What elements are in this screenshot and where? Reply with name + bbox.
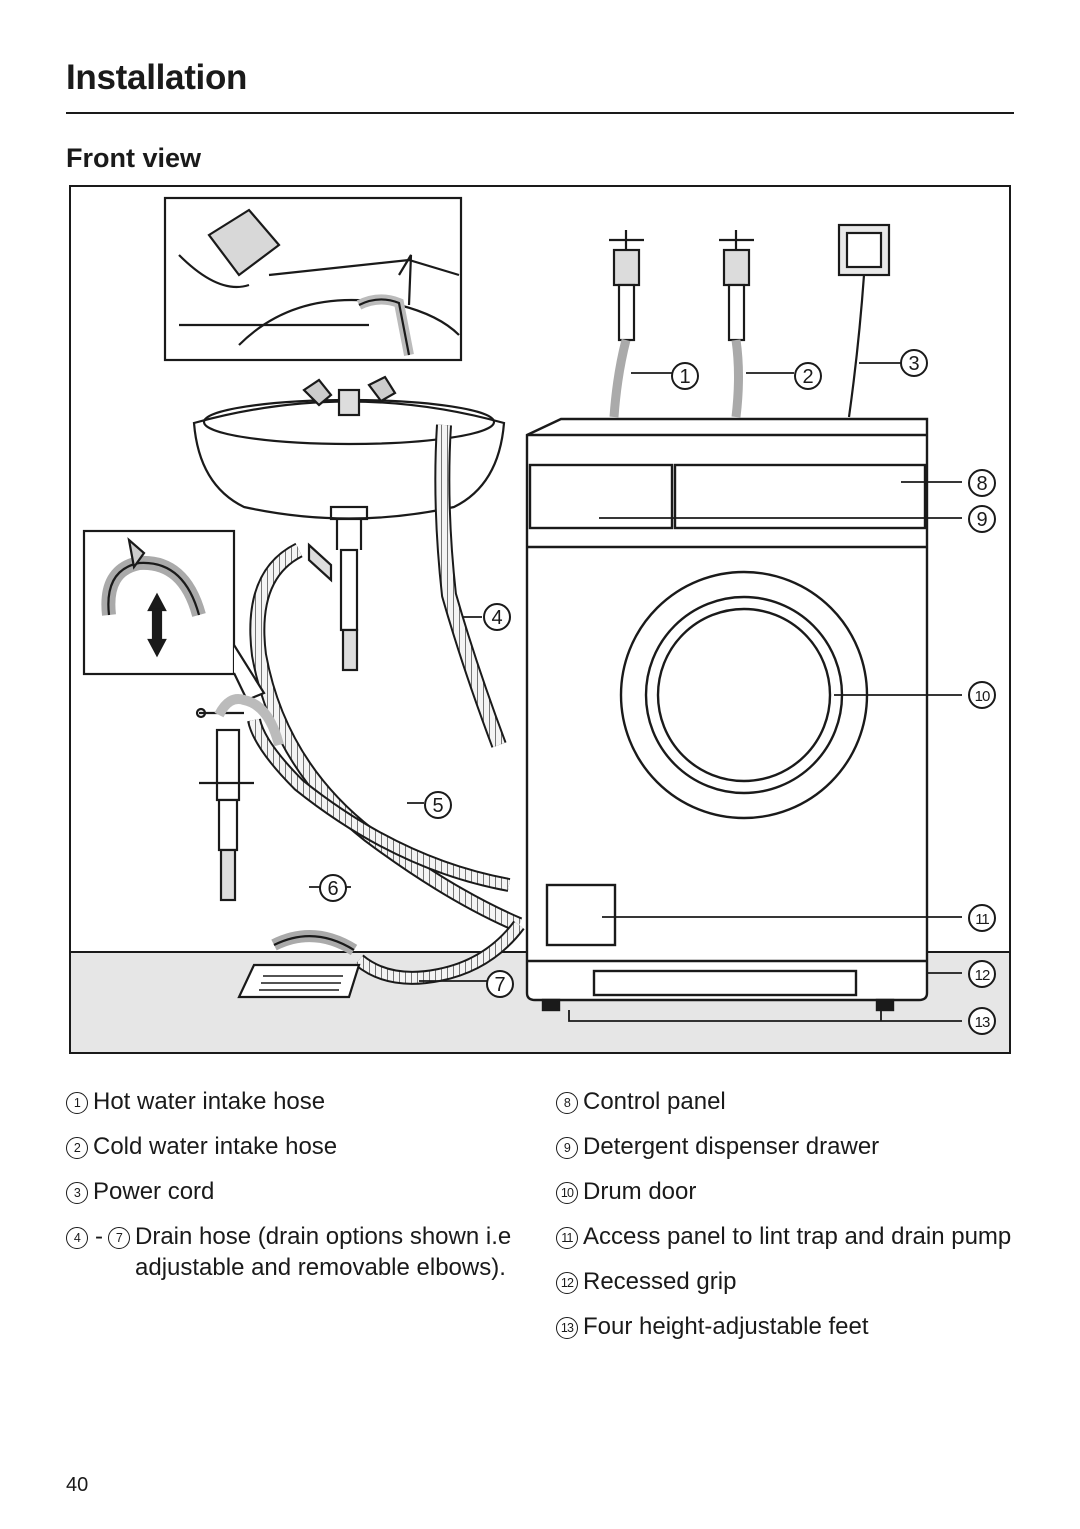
legend-text: Drum door [583, 1178, 697, 1205]
legend-number: 9 [556, 1137, 578, 1159]
section-title: Front view [66, 143, 202, 173]
callout-1-label: 1 [679, 366, 691, 388]
callout-8-label: 8 [976, 473, 988, 495]
legend-item [66, 1176, 536, 1207]
callout-5-marker [425, 792, 451, 818]
legend-item [556, 1311, 1026, 1342]
legend-number: 2 [66, 1137, 88, 1159]
legend-right [556, 1086, 1026, 1356]
callout-6-marker [320, 875, 346, 901]
page-number: 40 [66, 1474, 89, 1496]
legend-text: Cold water intake hose [93, 1133, 338, 1160]
legend-number: 7 [108, 1227, 130, 1249]
legend-item [66, 1131, 536, 1162]
legend-item [556, 1086, 1026, 1117]
callout-9-marker [969, 506, 995, 532]
callout-10-marker [969, 682, 995, 708]
legend-item [66, 1086, 536, 1117]
callout-8-marker [969, 470, 995, 496]
callout-3-label: 3 [908, 353, 920, 375]
page-title: Installation [66, 58, 248, 97]
legend-range-dash: - [95, 1223, 103, 1250]
callout-12-label: 12 [974, 967, 990, 984]
legend-item [556, 1266, 1026, 1297]
callout-11-label: 11 [975, 911, 989, 928]
legend-number: 8 [556, 1092, 578, 1114]
callout-13-marker [969, 1008, 995, 1034]
callout-2-marker [795, 363, 821, 389]
callout-5-label: 5 [432, 795, 444, 817]
title-rule [66, 112, 1014, 114]
callout-9-label: 9 [976, 509, 988, 531]
legend-number: 13 [556, 1317, 578, 1339]
callout-2-label: 2 [802, 366, 814, 388]
legend-text: Power cord [93, 1178, 215, 1205]
callout-6-label: 6 [327, 878, 339, 900]
legend-text: Hot water intake hose [93, 1088, 326, 1115]
callout-4-marker [484, 604, 510, 630]
washing-machine [527, 419, 927, 1010]
callout-1-marker [672, 363, 698, 389]
callout-7-label: 7 [494, 974, 506, 996]
legend-text: Detergent dispenser drawer [583, 1133, 880, 1160]
legend-text: Control panel [583, 1088, 726, 1115]
callout-7-marker [487, 971, 513, 997]
legend-number: 11 [556, 1227, 578, 1249]
legend-left [66, 1086, 536, 1297]
legend-text: Drain hose (drain options shown i.e adjustable and removable elbows). [135, 1223, 512, 1281]
legend-number: 3 [66, 1182, 88, 1204]
legend-number: 1 [66, 1092, 88, 1114]
legend-text: Four height-adjustable feet [583, 1313, 869, 1340]
legend-text: Access panel to lint trap and drain pump [583, 1223, 1012, 1250]
callout-11-marker [969, 905, 995, 931]
legend-item [556, 1221, 1026, 1252]
legend-item [556, 1176, 1026, 1207]
callout-10-label: 10 [974, 688, 990, 705]
legend-number: 10 [556, 1182, 578, 1204]
callout-13-label: 13 [974, 1014, 990, 1031]
legend-item [66, 1221, 536, 1283]
callout-3-marker [901, 350, 927, 376]
callout-4-label: 4 [491, 607, 503, 629]
legend-item [556, 1131, 1026, 1162]
legend-number: 12 [556, 1272, 578, 1294]
front-view-illustration [69, 185, 1011, 1054]
legend-number: 4 [66, 1227, 88, 1249]
callout-12-marker [969, 961, 995, 987]
basin-hook-detail [165, 198, 461, 360]
legend-text: Recessed grip [583, 1268, 737, 1295]
